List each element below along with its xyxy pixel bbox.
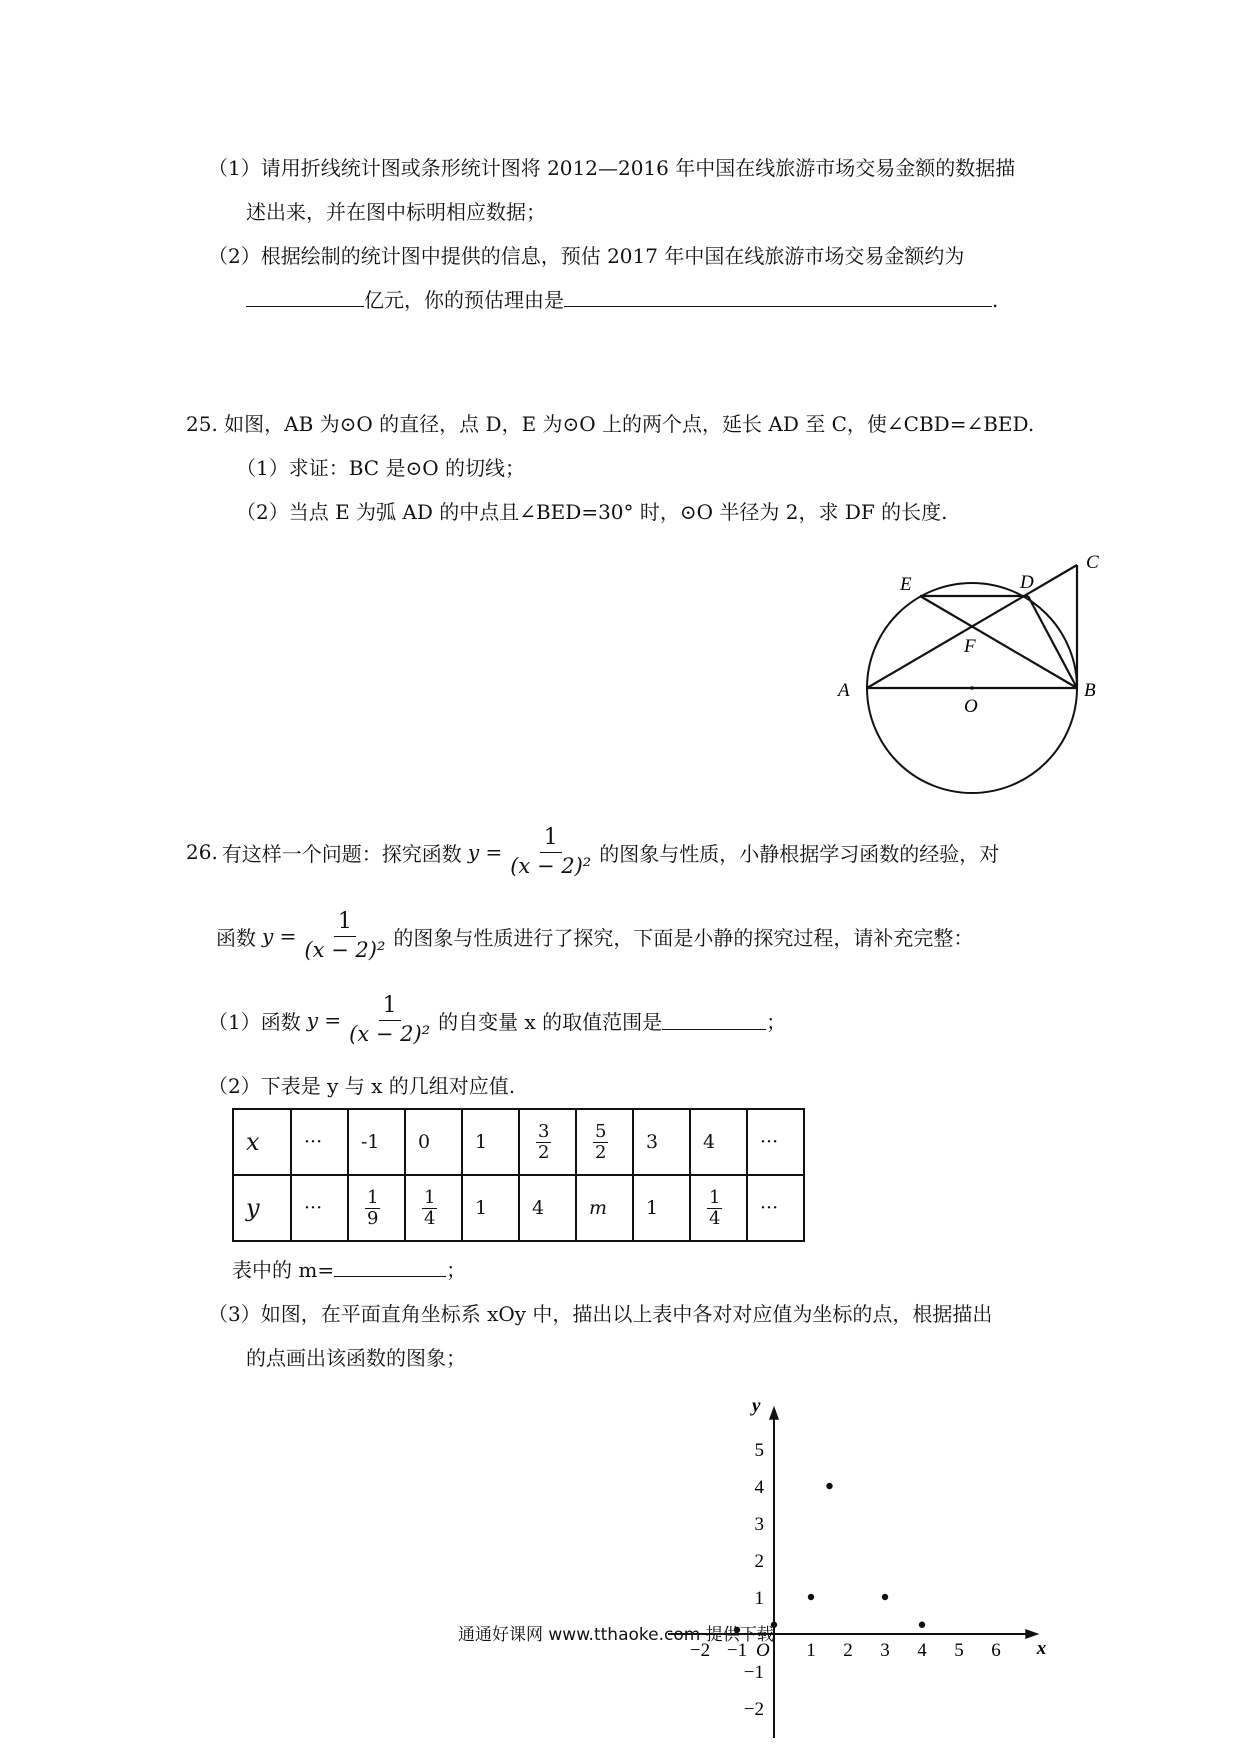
circle-figure [830,540,1130,812]
q25-stem [186,408,1034,437]
answer-blank-reason[interactable] [564,288,992,307]
q26-number: 26. [186,840,218,865]
formula-fraction: $\frac{1}{\text{(x − 2)²}}$ [304,909,386,963]
plotted-point [882,1594,888,1600]
y-cell: m [576,1175,633,1241]
plotted-point [826,1483,832,1489]
y-cell: 4 [519,1175,576,1241]
y-cell: 1 [633,1175,690,1241]
q25-part1: （1）求证：BC 是⊙O 的切线； [236,456,525,480]
y-tick-label: −2 [743,1699,764,1720]
x-cell: 1 [462,1109,519,1175]
y-tick-label: 5 [754,1440,764,1461]
label-a: A [838,680,850,701]
q26-stem-line2: 函数 y = $\frac{1}{\text{(x − 2)²}}$ 的图象与性质进行了探究，下面是小静的探究过程，请补充完整： [216,909,974,963]
q25-part2: （2）当点 E 为弧 AD 的中点且∠BED=30° 时，⊙O 半径为 2，求 DF 的长度. [236,500,948,524]
center-point [970,686,974,690]
values-table-wrap [232,1108,805,1242]
q24-part1-line2: 述出来，并在图中标明相应数据； [246,200,546,224]
answer-blank-domain[interactable] [662,1011,766,1030]
y-cell: $\frac{1}{4}$ [405,1175,462,1241]
x-tick-label: 4 [917,1640,927,1661]
axes [668,1396,1047,1738]
y-axis-arrow [769,1406,779,1420]
y-cell: 1 [462,1175,519,1241]
x-cell: 3 [633,1109,690,1175]
q25-number: 25. [186,412,218,436]
x-tick-label: −2 [689,1640,711,1661]
y-cell: $\frac{1}{9}$ [348,1175,405,1241]
q26-stem-line1: 26. 有这样一个问题：探究函数 y = $\frac{1}{\text{(x − 2)²}}$ 的图象与性质，小静根据学习函数的经验，对 [186,825,1000,879]
q24-part2-line2: 亿元，你的预估理由是 . [246,284,998,313]
label-e: E [900,574,912,595]
table-row-x [233,1109,804,1175]
x-cell: $\frac{5}{2}$ [576,1109,633,1175]
q24-part1-line1: （1）请用折线统计图或条形统计图将 2012—2016 年中国在线旅游市场交易金额的数据描 [208,156,1016,180]
x-tick-label: 6 [991,1640,1001,1661]
x-cell: $\frac{3}{2}$ [519,1109,576,1175]
m-answer-line: 表中的 m= ； [232,1258,467,1282]
y-cell: ··· [747,1175,804,1241]
y-cell: ··· [291,1175,348,1241]
x-cell: -1 [348,1109,405,1175]
answer-blank-m[interactable] [334,1258,446,1277]
q26-part2: （2）下表是 y 与 x 的几组对应值. [208,1074,516,1098]
x-cell: ··· [291,1109,348,1175]
q25-stem-text: 如图，AB 为⊙O 的直径，点 D，E 为⊙O 上的两个点，延长 AD 至 C，使∠CBD=∠BED. [224,412,1035,436]
label-b: B [1084,680,1096,701]
origin-label: O [756,1640,770,1661]
y-cell: $\frac{1}{4}$ [690,1175,747,1241]
tick-labels [690,1440,1001,1720]
y-tick-label: −1 [743,1662,764,1683]
q26-part3-line1: （3）如图，在平面直角坐标系 xOy 中，描出以上表中各对对应值为坐标的点，根据描出 [208,1302,993,1326]
x-cell: 0 [405,1109,462,1175]
y-axis-label: y [752,1395,761,1417]
footer-watermark: 通通好课网 www.tthaoke.com 提供下载 [458,1625,774,1645]
x-cell: 4 [690,1109,747,1175]
x-tick-label: 1 [806,1640,816,1661]
formula-fraction: $\frac{1}{\text{(x − 2)²}}$ [510,825,592,879]
y-tick-label: 4 [754,1477,764,1498]
coordinate-graph [660,1388,1060,1742]
y-tick-label: 2 [754,1551,764,1572]
table-header-x: x [233,1109,291,1175]
label-o: O [964,696,978,717]
label-d: D [1020,572,1034,593]
x-tick-label: −1 [726,1640,748,1661]
y-tick-label: 3 [754,1514,764,1535]
table-header-y: y [233,1175,291,1241]
q26-part1: （1）函数 y = $\frac{1}{\text{(x − 2)²}}$ 的自变量 x 的取值范围是 ； [208,993,787,1047]
x-tick-label: 3 [880,1640,890,1661]
q24-part2-line1: （2）根据绘制的统计图中提供的信息，预估 2017 年中国在线旅游市场交易金额约为 [208,244,965,268]
values-table [232,1108,805,1242]
y-tick-label: 1 [754,1588,764,1609]
x-tick-label: 5 [954,1640,964,1661]
q26-part3-line2: 的点画出该函数的图象； [246,1346,466,1370]
x-axis-label: x [1036,1638,1047,1659]
x-cell: ··· [747,1109,804,1175]
label-f: F [964,636,976,657]
x-tick-label: 2 [843,1640,853,1661]
answer-blank-estimate[interactable] [246,288,364,307]
plotted-point [919,1622,925,1628]
table-row-y [233,1175,804,1241]
formula-fraction: $\frac{1}{\text{(x − 2)²}}$ [349,993,431,1047]
label-c: C [1086,552,1099,573]
plotted-point [808,1594,814,1600]
